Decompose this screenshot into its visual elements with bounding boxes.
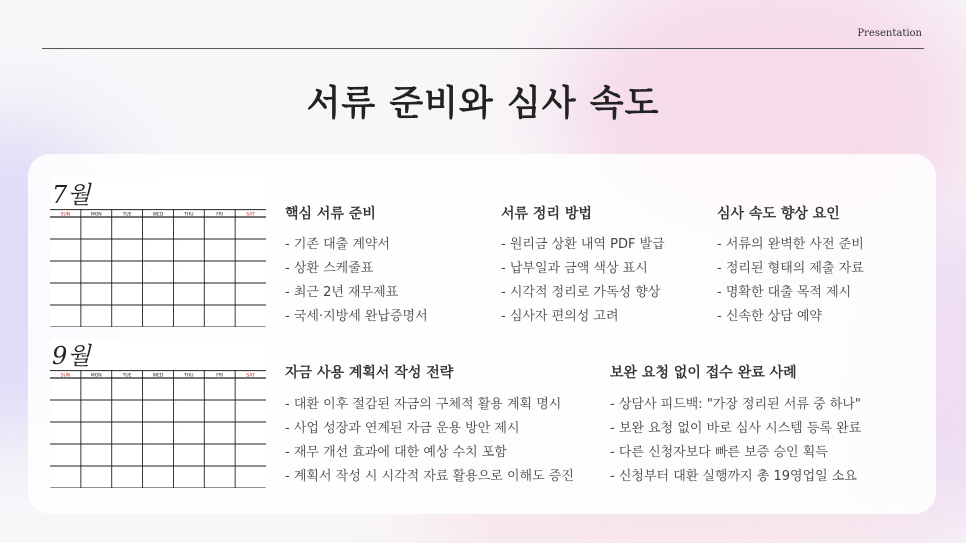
calendar-date-mark: · [82, 468, 84, 472]
calendar-day-header: WED [152, 212, 164, 218]
calendar-day-header: THU [184, 373, 194, 379]
section-heading-success-case: 보완 요청 없이 접수 완료 사례 [610, 365, 797, 381]
list-item: - 다른 신청자보다 빠른 보증 승인 획득 [610, 445, 828, 460]
calendar-date-mark: · [206, 424, 208, 428]
calendar-date-mark: · [52, 285, 54, 289]
header-label: Presentation [857, 28, 922, 39]
list-item: - 원리금 상환 내역 PDF 발급 [501, 237, 665, 252]
list-item: - 신속한 상담 예약 [717, 309, 822, 324]
calendar-day-header: SUN [60, 212, 71, 218]
header-divider [42, 48, 924, 49]
list-item: - 대환 이후 절감된 자금의 구체적 활용 계획 명시 [285, 397, 562, 412]
list-item: - 시각적 정리로 가독성 향상 [501, 285, 661, 300]
calendar-date-mark: · [175, 241, 177, 245]
calendar-day-header: WED [152, 373, 164, 379]
calendar-date-mark: · [144, 307, 146, 311]
list-item: - 상담사 피드백: "가장 정리된 서류 중 하나" [610, 397, 861, 412]
calendar-date-mark: · [237, 219, 239, 223]
calendar-date-mark: · [82, 285, 84, 289]
calendar-grid [50, 370, 266, 488]
calendar-date-mark: · [113, 219, 115, 223]
calendar-date-mark: · [113, 307, 115, 311]
calendar-date-mark: · [175, 424, 177, 428]
calendar-date-mark: · [237, 380, 239, 384]
calendar-date-mark: · [144, 446, 146, 450]
list-item: - 보완 요청 없이 바로 심사 시스템 등록 완료 [610, 421, 862, 436]
calendar-date-mark: · [206, 263, 208, 267]
list-item: - 사업 성장과 연계된 자금 운용 방안 제시 [285, 421, 520, 436]
list-organize-method [501, 233, 665, 329]
list-item: - 재무 개선 효과에 대한 예상 수치 포함 [285, 445, 507, 460]
calendar-date-mark: · [237, 402, 239, 406]
calendar-day-header: TUE [122, 212, 132, 218]
list-item: - 정리된 형태의 제출 자료 [717, 261, 864, 276]
calendar-date-mark: · [82, 219, 84, 223]
calendar-date-mark: · [82, 424, 84, 428]
calendar-date-mark: · [206, 285, 208, 289]
calendar-date-mark: · [237, 241, 239, 245]
calendar-day-header: SAT [246, 212, 255, 218]
calendar-date-mark: · [144, 241, 146, 245]
calendar-date-mark: · [237, 446, 239, 450]
calendar-date-mark: · [82, 263, 84, 267]
calendar-day-header: SAT [246, 373, 255, 379]
calendar-date-mark: · [144, 424, 146, 428]
list-item: - 상환 스케줄표 [285, 261, 374, 276]
calendar-september [50, 338, 266, 490]
section-heading-speed-factors: 심사 속도 향상 요인 [717, 206, 840, 222]
list-item: - 최근 2년 재무제표 [285, 285, 399, 300]
calendar-date-mark: · [113, 263, 115, 267]
calendar-date-mark: · [113, 380, 115, 384]
calendar-date-mark: · [206, 219, 208, 223]
calendar-date-mark: · [113, 241, 115, 245]
list-item: - 계획서 작성 시 시각적 자료 활용으로 이해도 증진 [285, 469, 574, 484]
calendar-date-mark: · [113, 402, 115, 406]
calendar-date-mark: · [82, 402, 84, 406]
list-speed-factors [717, 233, 864, 329]
calendar-date-mark: · [144, 263, 146, 267]
calendar-date-mark: · [52, 468, 54, 472]
calendar-date-mark: · [113, 424, 115, 428]
list-core-documents [285, 233, 428, 329]
section-heading-fund-plan: 자금 사용 계획서 작성 전략 [285, 365, 454, 381]
calendar-date-mark: · [175, 285, 177, 289]
calendar-date-mark: · [82, 241, 84, 245]
calendar-date-mark: · [144, 402, 146, 406]
calendar-date-mark: · [175, 446, 177, 450]
calendar-day-header: MON [90, 373, 102, 379]
calendar-date-mark: · [82, 446, 84, 450]
calendar-date-mark: · [82, 307, 84, 311]
calendar-date-mark: · [206, 446, 208, 450]
calendar-date-mark: · [113, 446, 115, 450]
list-item: - 국세·지방세 완납증명서 [285, 309, 428, 324]
calendar-day-header: THU [184, 212, 194, 218]
calendar-date-mark: · [144, 219, 146, 223]
calendar-date-mark: · [175, 402, 177, 406]
list-success-case [610, 393, 861, 489]
calendar-date-mark: · [52, 263, 54, 267]
calendar-date-mark: · [175, 219, 177, 223]
calendar-date-mark: · [206, 380, 208, 384]
calendar-date-mark: · [52, 380, 54, 384]
calendar-day-header: FRI [216, 212, 224, 218]
list-item: - 명확한 대출 목적 제시 [717, 285, 852, 300]
calendar-date-mark: · [52, 424, 54, 428]
calendar-date-mark: · [113, 285, 115, 289]
calendar-date-mark: · [52, 446, 54, 450]
list-item: - 서류의 완벽한 사전 준비 [717, 237, 864, 252]
section-heading-core-documents: 핵심 서류 준비 [285, 206, 376, 222]
calendar-grid [50, 209, 266, 327]
slide-title: 서류 준비와 심사 속도 [306, 84, 660, 124]
section-heading-organize-method: 서류 정리 방법 [501, 206, 592, 222]
list-item: - 신청부터 대환 실행까지 총 19영업일 소요 [610, 469, 857, 484]
calendar-date-mark: · [52, 307, 54, 311]
calendar-day-header: SUN [60, 373, 71, 379]
calendar-day-header: FRI [216, 373, 224, 379]
calendar-month-label: 9월 [52, 342, 91, 370]
calendar-day-header: MON [90, 212, 102, 218]
calendar-date-mark: · [144, 285, 146, 289]
calendar-date-mark: · [82, 380, 84, 384]
calendar-date-mark: · [237, 424, 239, 428]
calendar-july [50, 177, 266, 329]
list-fund-plan [285, 393, 574, 489]
calendar-date-mark: · [237, 263, 239, 267]
calendar-date-mark: · [144, 380, 146, 384]
calendar-date-mark: · [237, 285, 239, 289]
calendar-date-mark: · [175, 263, 177, 267]
calendar-date-mark: · [206, 402, 208, 406]
calendar-date-mark: · [52, 402, 54, 406]
calendar-date-mark: · [206, 241, 208, 245]
calendar-day-header: TUE [122, 373, 132, 379]
calendar-date-mark: · [52, 219, 54, 223]
calendar-date-mark: · [175, 380, 177, 384]
list-item: - 심사자 편의성 고려 [501, 309, 619, 324]
calendar-month-label: 7월 [52, 181, 91, 209]
list-item: - 기존 대출 계약서 [285, 237, 390, 252]
list-item: - 납부일과 금액 색상 표시 [501, 261, 648, 276]
calendar-date-mark: · [52, 241, 54, 245]
